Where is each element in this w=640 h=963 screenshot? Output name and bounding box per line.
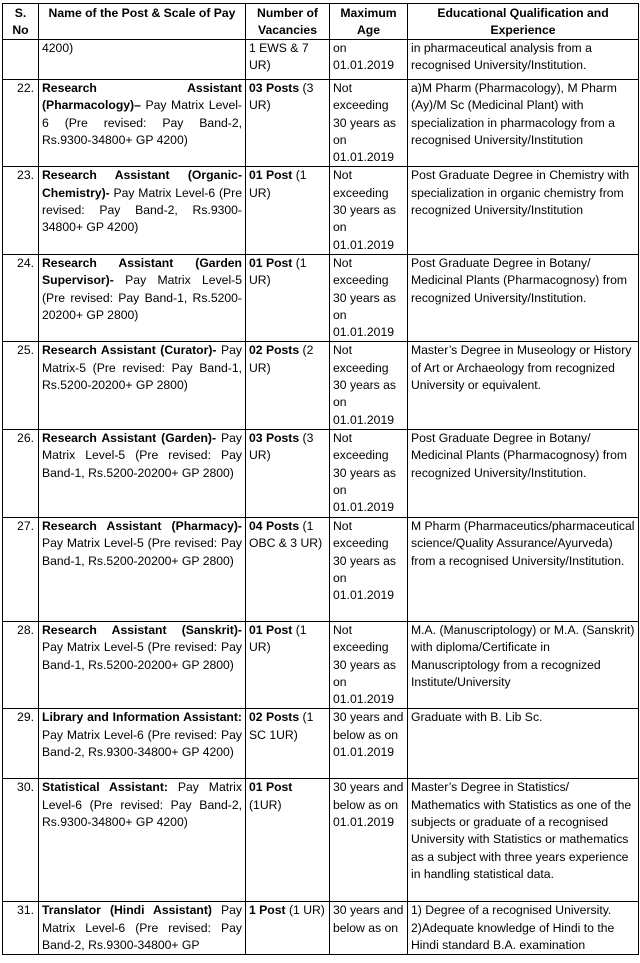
vacancy-table xyxy=(2,3,639,955)
table-row xyxy=(3,254,639,341)
qualification-text: in pharmaceutical analysis from a recognised University/Institution. xyxy=(411,41,592,73)
serial-number: 29. xyxy=(17,710,34,725)
table-row xyxy=(3,517,639,621)
cell-qualification xyxy=(408,167,639,254)
age-limit: 30 years and below as on 01.01.2019 xyxy=(333,780,404,830)
cell-sno xyxy=(3,167,39,254)
post-title: Translator (Hindi Assistant) xyxy=(42,903,212,918)
table-header-row xyxy=(3,4,639,40)
table-row xyxy=(3,342,639,429)
vacancy-count: 02 Posts xyxy=(249,710,300,725)
cell-vacancies xyxy=(246,254,330,341)
header-post: Name of the Post & Scale of Pay xyxy=(39,4,246,40)
cell-vacancies xyxy=(246,40,330,80)
cell-vacancies xyxy=(246,621,330,708)
cell-age xyxy=(330,902,408,955)
serial-number: 24. xyxy=(17,255,34,270)
cell-vacancies xyxy=(246,167,330,254)
header-vacancies: Number of Vacancies xyxy=(246,4,330,40)
qualification-text: M.A. (Manuscriptology) or M.A. (Sanskrit) with diploma/Certificate in Manuscriptology from a recognized Institute/University xyxy=(411,622,635,689)
table-row xyxy=(3,779,639,902)
cell-age xyxy=(330,621,408,708)
cell-post xyxy=(39,429,246,517)
vacancy-count: 1 Post xyxy=(249,903,286,918)
cell-age xyxy=(330,779,408,902)
post-title: Research Assistant (Pharmacy)- xyxy=(42,518,242,533)
document-page xyxy=(2,3,638,955)
qualification-text: a)M Pharm (Pharmacology), M Pharm (Ay)/M Sc (Medicinal Plant) with specialization in pharmacology from a recognised University/Institution xyxy=(411,81,617,147)
vacancy-count: 01 Post xyxy=(249,622,293,637)
cell-post xyxy=(39,709,246,779)
table-row xyxy=(3,167,639,254)
age-limit: on 01.01.2019 xyxy=(333,41,394,73)
qualification-text: Post Graduate Degree in Botany/ Medicinal Plants (Pharmacognosy) from recognized University/Institution. xyxy=(411,430,628,480)
vacancy-count: 01 Post xyxy=(249,168,293,183)
cell-post xyxy=(39,254,246,341)
cell-qualification xyxy=(408,621,639,708)
cell-vacancies xyxy=(246,902,330,955)
age-limit: Not exceeding 30 years as on 01.01.2019 xyxy=(333,81,397,165)
serial-number: 26. xyxy=(17,430,34,445)
serial-number: 27. xyxy=(17,518,34,533)
cell-sno xyxy=(3,779,39,902)
cell-post xyxy=(39,621,246,708)
age-limit: 30 years and below as on 01.01.2019 xyxy=(333,710,404,760)
vacancy-breakup: (1 OBC & 3 UR) xyxy=(249,518,323,551)
cell-age xyxy=(330,40,408,80)
post-title: Library and Information Assistant: xyxy=(42,710,242,725)
cell-sno xyxy=(3,40,39,80)
vacancy-breakup: (1 UR) xyxy=(249,622,307,655)
qualification-text: M Pharm (Pharmaceutics/pharmaceutical science/Quality Assurance/Ayurveda) from a recognised University/Institution. xyxy=(411,518,635,568)
vacancy-breakup: (1UR) xyxy=(249,797,282,812)
qualification-text: Master’s Degree in Museology or History of Art or Archaeology from recognized University or equivalent. xyxy=(411,343,632,393)
pay-scale: 4200) xyxy=(42,41,74,55)
cell-qualification xyxy=(408,254,639,341)
vacancy-breakup: (1 SC 1UR) xyxy=(249,710,314,742)
serial-number: 22. xyxy=(17,81,34,95)
age-limit: Not exceeding 30 years as on 01.01.2019 xyxy=(333,255,397,340)
post-title: Research Assistant (Pharmacology)– xyxy=(42,81,242,113)
pay-scale: Pay Matrix Level-6 (Pre revised: Pay Band-2, Rs.9300-34800+ GP 4200) xyxy=(42,727,242,760)
age-limit: Not exceeding 30 years as on 01.01.2019 xyxy=(333,518,397,603)
age-limit: Not exceeding 30 years as on 01.01.2019 xyxy=(333,168,397,252)
cell-vacancies xyxy=(246,80,330,167)
serial-number: 25. xyxy=(17,343,34,358)
pay-scale: Pay Matrix Level-5 (Pre revised: Pay Band-1, Rs.5200-20200+ GP 2800) xyxy=(42,430,242,480)
vacancy-count: 03 Posts xyxy=(249,430,300,445)
vacancy-breakup: (1 UR) xyxy=(288,903,325,918)
table-row xyxy=(3,429,639,517)
cell-qualification xyxy=(408,902,639,955)
post-title: Research Assistant (Garden Supervisor)- xyxy=(42,255,242,288)
pay-scale: Pay Matrix Level-6 (Pre revised: Pay Band-2, Rs.9300-34800+ GP 4200) xyxy=(42,780,242,830)
pay-scale: Pay Matrix Level-6 (Pre revised: Pay Band-2, Rs.9300-34800+ GP 4200) xyxy=(42,185,242,235)
cell-qualification xyxy=(408,779,639,902)
age-limit: Not exceeding 30 years as on 01.01.2019 xyxy=(333,622,397,707)
vacancy-count: 02 Posts xyxy=(249,343,300,358)
cell-post xyxy=(39,80,246,167)
vacancy-count: 04 Posts xyxy=(249,518,300,533)
cell-post xyxy=(39,517,246,621)
cell-vacancies xyxy=(246,709,330,779)
table-row xyxy=(3,621,639,708)
vacancy-breakup: (1 UR) xyxy=(249,255,307,288)
cell-sno xyxy=(3,429,39,517)
cell-age xyxy=(330,167,408,254)
header-qualification: Educational Qualification and Experience xyxy=(408,4,639,40)
cell-post xyxy=(39,167,246,254)
vacancy-count: 03 Posts xyxy=(249,81,300,95)
cell-sno xyxy=(3,621,39,708)
cell-post xyxy=(39,779,246,902)
table-row xyxy=(3,709,639,779)
cell-vacancies xyxy=(246,342,330,429)
pay-scale: Pay Matrix Level-5 (Pre revised: Pay Band-1, Rs.5200-20200+ GP 2800) xyxy=(42,640,242,672)
cell-vacancies xyxy=(246,517,330,621)
age-limit: Not exceeding 30 years as on 01.01.2019 xyxy=(333,430,397,515)
table-row xyxy=(3,80,639,167)
vacancy-breakup: (3 UR) xyxy=(249,430,314,463)
pay-scale: Pay Matrix-5 (Pre revised: Pay Band-1, Rs.5200-20200+ GP 2800) xyxy=(42,343,243,393)
pay-scale: Pay Matrix Level-5 (Pre revised: Pay Band-1, Rs.5200-20200+ GP 2800) xyxy=(42,536,242,568)
pay-scale: Pay Matrix Level-6 (Pre revised: Pay Band-2, Rs.9300-34800+ GP 4200) xyxy=(42,98,242,147)
vacancy-count: 01 Post xyxy=(249,255,293,270)
cell-sno xyxy=(3,80,39,167)
serial-number: 28. xyxy=(17,622,34,637)
serial-number: 30. xyxy=(17,780,34,795)
cell-age xyxy=(330,709,408,779)
cell-age xyxy=(330,80,408,167)
cell-sno xyxy=(3,342,39,429)
cell-sno xyxy=(3,517,39,621)
cell-age xyxy=(330,429,408,517)
cell-post xyxy=(39,342,246,429)
cell-age xyxy=(330,254,408,341)
qualification-text: Post Graduate Degree in Botany/ Medicinal Plants (Pharmacognosy) from recognized University/Institution. xyxy=(411,255,628,305)
post-title: Research Assistant (Organic-Chemistry)- xyxy=(42,168,242,200)
age-limit: Not exceeding 30 years as on 01.01.2019 xyxy=(333,343,397,427)
cell-post xyxy=(39,40,246,80)
qualification-text: Graduate with B. Lib Sc. xyxy=(411,710,543,725)
cell-qualification xyxy=(408,709,639,779)
post-title: Research Assistant (Curator)- xyxy=(42,343,217,358)
cell-sno xyxy=(3,902,39,955)
pay-scale: Pay Matrix Level-6 (Pre revised: Pay Band-2, Rs.9300-34800+ GP xyxy=(42,903,243,953)
serial-number: 31. xyxy=(17,903,34,918)
serial-number: 23. xyxy=(17,168,34,183)
post-title: Research Assistant (Sanskrit)- xyxy=(42,622,242,637)
post-title: Research Assistant (Garden)- xyxy=(42,430,217,445)
vacancy-breakup: 1 EWS & 7 UR) xyxy=(249,41,309,73)
vacancy-breakup: (2 UR) xyxy=(249,343,314,375)
cell-qualification xyxy=(408,342,639,429)
table-row xyxy=(3,40,639,80)
qualification-text: Master’s Degree in Statistics/ Mathematics with Statistics as one of the subjects or graduate of a recognised University with Statistics or mathematics as a subject with three years experience in handling statistical data. xyxy=(411,780,632,881)
vacancy-breakup: (1 UR) xyxy=(249,168,307,200)
cell-vacancies xyxy=(246,429,330,517)
qualification-text: Post Graduate Degree in Chemistry with specialization in organic chemistry from recognized University/Institution xyxy=(411,168,630,218)
cell-age xyxy=(330,342,408,429)
post-title: Statistical Assistant: xyxy=(42,780,168,795)
cell-sno xyxy=(3,254,39,341)
qualification-text: 1) Degree of a recognised University. 2)Adequate knowledge of Hindi to the Hindi standard B.A. examination xyxy=(411,903,615,953)
cell-sno xyxy=(3,709,39,779)
cell-qualification xyxy=(408,517,639,621)
vacancy-count: 01 Post xyxy=(249,780,293,795)
header-age: Maximum Age xyxy=(330,4,408,40)
header-sno: S. No xyxy=(3,4,39,40)
cell-vacancies xyxy=(246,779,330,902)
cell-qualification xyxy=(408,40,639,80)
vacancy-breakup: (3 UR) xyxy=(249,81,314,113)
cell-qualification xyxy=(408,80,639,167)
cell-post xyxy=(39,902,246,955)
age-limit: 30 years and below as on xyxy=(333,903,404,935)
pay-scale: Pay Matrix Level-5 (Pre revised: Pay Band-1, Rs.5200-20200+ GP 2800) xyxy=(42,273,243,322)
cell-qualification xyxy=(408,429,639,517)
cell-age xyxy=(330,517,408,621)
table-row xyxy=(3,902,639,955)
